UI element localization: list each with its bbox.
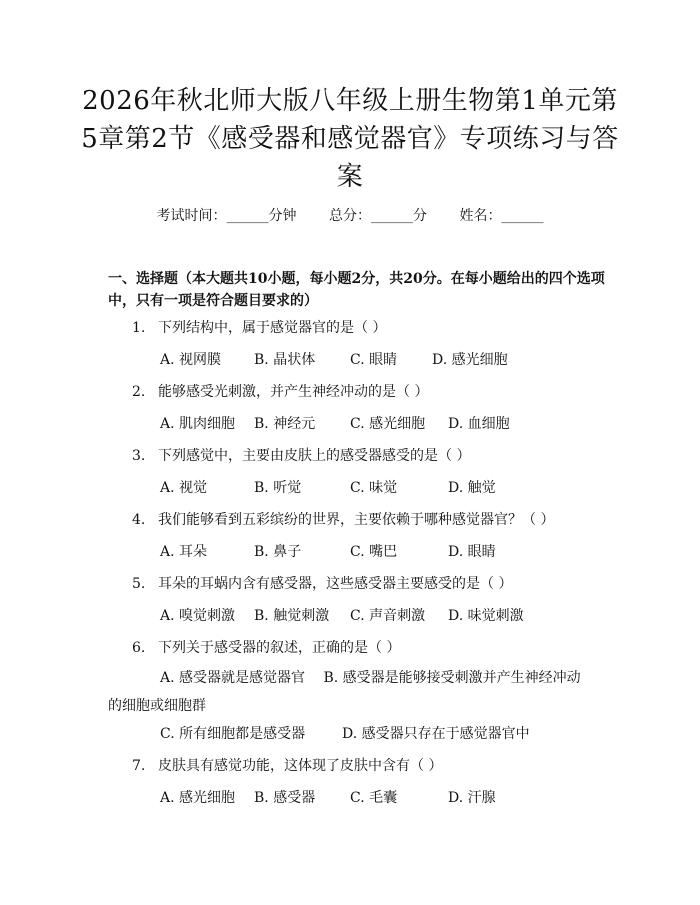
option-a: A. 耳朵 xyxy=(160,544,208,560)
option-c: C. 毛囊 xyxy=(350,790,398,806)
option-a: A. 感光细胞 xyxy=(160,790,236,806)
option-a: A. 视网膜 xyxy=(160,352,222,368)
option-d: D. 感受器只存在于感觉器官中 xyxy=(342,726,530,742)
option-b: B. 神经元 xyxy=(254,416,316,432)
question-text: 能够感受光刺激，并产生神经冲动的是（ ） xyxy=(158,384,429,400)
question-text: 下列结构中，属于感觉器官的是（ ） xyxy=(158,320,387,336)
exam-time: 考试时间：______分钟 xyxy=(156,208,297,224)
question-number: 6. xyxy=(132,640,146,656)
option-c: C. 眼睛 xyxy=(350,352,398,368)
option-d: D. 眼睛 xyxy=(448,544,496,560)
option-c: C. 声音刺激 xyxy=(350,608,426,624)
option-b: B. 触觉刺激 xyxy=(254,608,330,624)
option-c: C. 味觉 xyxy=(350,480,398,496)
question-number: 1. xyxy=(132,320,146,336)
question-text: 我们能够看到五彩缤纷的世界，主要依赖于哪种感觉器官？（ ） xyxy=(158,512,555,528)
option-b: B. 听觉 xyxy=(254,480,302,496)
student-name: 姓名：______ xyxy=(459,208,544,224)
option-d: D. 感光细胞 xyxy=(432,352,508,368)
question-6-options-ab: A. 感受器就是感觉器官 B. 感受器是能够接受刺激并产生神经冲动的细胞或细胞群 xyxy=(108,670,581,714)
option-a: A. 嗅觉刺激 xyxy=(160,608,236,624)
question-number: 2. xyxy=(132,384,146,400)
option-b: B. 感受器 xyxy=(254,790,316,806)
option-c: C. 嘴巴 xyxy=(350,544,398,560)
question-text: 耳朵的耳蜗内含有感受器，这些感受器主要感受的是（ ） xyxy=(158,576,513,592)
question-number: 4. xyxy=(132,512,146,528)
question-2 xyxy=(132,382,428,402)
option-d: D. 触觉 xyxy=(448,480,496,496)
exam-score: 总分：______分 xyxy=(329,208,427,224)
question-7 xyxy=(132,756,442,776)
question-1 xyxy=(132,318,386,338)
option-c: C. 感光细胞 xyxy=(350,416,426,432)
option-c: C. 所有细胞都是感受器 xyxy=(160,726,306,742)
option-d: D. 血细胞 xyxy=(448,416,510,432)
option-b: B. 鼻子 xyxy=(254,544,302,560)
question-text: 下列关于感受器的叙述，正确的是（ ） xyxy=(158,640,401,656)
option-a: A. 肌肉细胞 xyxy=(160,416,236,432)
question-number: 7. xyxy=(132,758,146,774)
question-text: 皮肤具有感觉功能，这体现了皮肤中含有（ ） xyxy=(158,758,443,774)
question-5 xyxy=(132,574,512,594)
question-number: 5. xyxy=(132,576,146,592)
option-b: B. 晶状体 xyxy=(254,352,316,368)
question-4 xyxy=(132,510,554,530)
option-d: D. 味觉刺激 xyxy=(448,608,524,624)
question-number: 3. xyxy=(132,448,146,464)
section-heading: 一、选择题（本大题共10小题，每小题2分，共20分。在每小题给出的四个选项中，只有一项是符合题目要求的） xyxy=(108,271,605,309)
option-d: D. 汗腺 xyxy=(448,790,496,806)
question-text: 下列感觉中，主要由皮肤上的感受器感受的是（ ） xyxy=(158,448,471,464)
question-3 xyxy=(132,446,470,466)
page-title: 2026年秋北师大版八年级上册生物第1单元第5章第2节《感受器和感觉器官》专项练习与答案 xyxy=(81,86,619,192)
exam-info xyxy=(0,206,700,226)
question-6 xyxy=(132,638,400,658)
option-a: A. 视觉 xyxy=(160,480,208,496)
